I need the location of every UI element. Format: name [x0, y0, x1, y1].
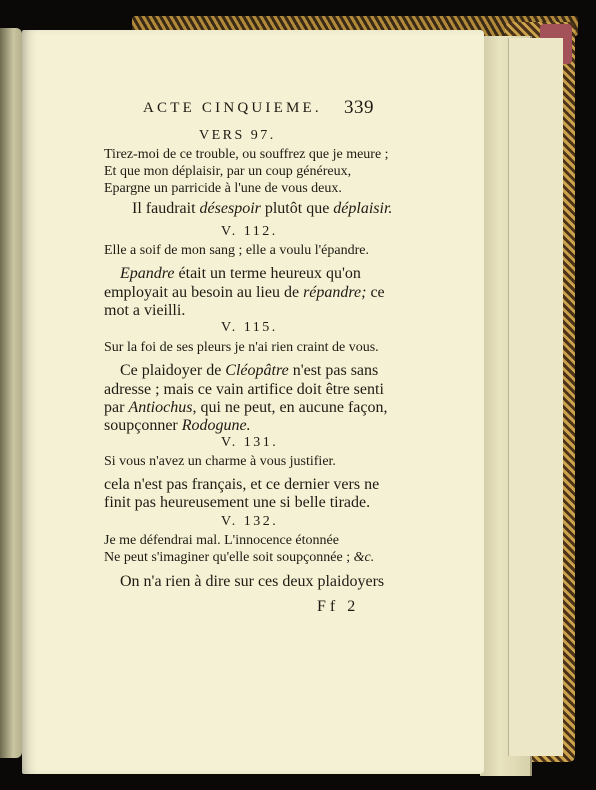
- verse-heading-115: V. 115.: [221, 320, 278, 335]
- commentary-line: adresse ; mais ce vain artifice doit être senti: [104, 381, 384, 398]
- verse-line: Si vous n'avez un charme à vous justifier.: [104, 454, 336, 469]
- commentary-line: finit pas heureusement une si belle tirade.: [104, 494, 371, 511]
- commentary-line: employait au besoin au lieu de répandre; ce: [104, 284, 385, 301]
- commentary-line: soupçonner Rodogune.: [104, 417, 251, 434]
- back-leaf: [508, 38, 563, 756]
- verse-line: Ne peut s'imaginer qu'elle soit soupçonnée ; &c.: [104, 550, 375, 565]
- commentary-line: Ce plaidoyer de Cléopâtre n'est pas sans: [120, 362, 379, 379]
- verse-line: Elle a soif de mon sang ; elle a voulu l'épandre.: [104, 243, 369, 258]
- verse-line: Tirez-moi de ce trouble, ou souffrez que je meure ;: [104, 147, 389, 162]
- verse-line: Je me défendrai mal. L'innocence étonnée: [104, 533, 339, 548]
- book-page: [22, 30, 484, 774]
- commentary-line: Il faudrait désespoir plutôt que déplaisir.: [132, 200, 393, 217]
- verse-heading-112: V. 112.: [221, 224, 278, 239]
- commentary-line: mot a vieilli.: [104, 302, 186, 319]
- running-title: ACTE CINQUIEME.: [143, 100, 322, 116]
- commentary-line: Epandre était un terme heureux qu'on: [120, 265, 361, 282]
- verse-heading-131: V. 131.: [221, 435, 279, 450]
- commentary-line: cela n'est pas français, et ce dernier vers ne: [104, 476, 380, 493]
- signature-mark: Ff 2: [317, 598, 360, 615]
- commentary-line: par Antiochus, qui ne peut, en aucune façon,: [104, 399, 388, 416]
- verse-line: Sur la foi de ses pleurs je n'ai rien craint de vous.: [104, 340, 379, 355]
- verse-line: Et que mon déplaisir, par un coup généreux,: [104, 164, 352, 179]
- verse-heading-132: V. 132.: [221, 514, 279, 529]
- previous-page-edge: [0, 28, 22, 758]
- page-number: 339: [344, 97, 374, 118]
- commentary-line: On n'a rien à dire sur ces deux plaidoyers: [120, 573, 385, 590]
- verse-line: Epargne un parricide à l'une de vous deux.: [104, 181, 342, 196]
- verse-heading-97: VERS 97.: [199, 128, 276, 143]
